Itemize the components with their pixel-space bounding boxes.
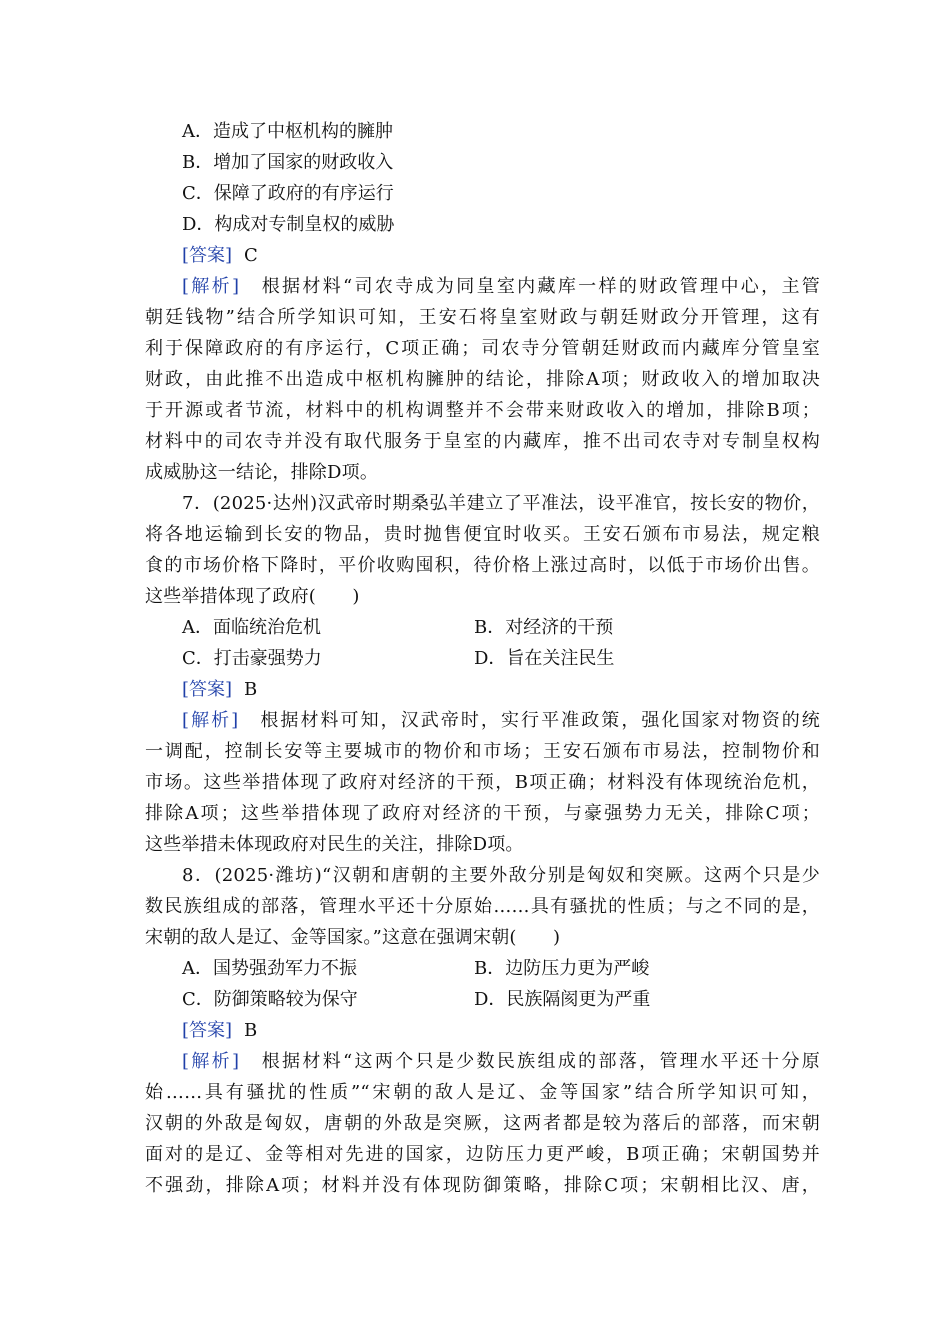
stem-line: 这些举措体现了政府( ) (145, 586, 360, 607)
stem-line: 8．(2025·潍坊)“汉朝和唐朝的主要外敌分别是匈奴和突厥。这两个只是少 (182, 865, 820, 886)
analysis-line: 财政，由此推不出造成中枢机构臃肿的结论，排除A项；财政收入的增加取决 (145, 369, 820, 390)
analysis-line: 材料中的司农寺并没有取代服务于皇室的内藏库，推不出司农寺对专制皇权构 (145, 431, 820, 452)
analysis-line: 一调配，控制长安等主要城市的物价和市场；王安石颁布市易法，控制物价和 (145, 741, 820, 762)
analysis-text: 根据材料可知，汉武帝时，实行平准政策，强化国家对物资的统 (260, 710, 820, 731)
answer-tag: [答案] (182, 679, 233, 700)
analysis-line: 不强劲，排除A项；材料并没有体现防御策略，排除C项；宋朝相比汉、唐， (145, 1175, 820, 1196)
analysis-tag: [解析] (182, 276, 240, 297)
analysis-line: 朝廷钱物”结合所学知识可知，王安石将皇室财政与朝廷财政分开管理，这有 (145, 307, 820, 328)
analysis-line: 这些举措未体现政府对民生的关注，排除D项。 (145, 834, 524, 855)
q7-stem (145, 488, 820, 612)
analysis-text: 根据材料“司农寺成为同皇室内藏库一样的财政管理中心，主管 (261, 276, 820, 297)
document-page (145, 116, 820, 1201)
stem-line: 数民族组成的部落，管理水平还十分原始……具有骚扰的性质；与之不同的是， (145, 896, 820, 917)
q8-answer (145, 1015, 820, 1046)
q7-option-b: B．对经济的干预 (474, 617, 614, 638)
q8-option-c: C．防御策略较为保守 (182, 989, 358, 1010)
q7-answer (145, 674, 820, 705)
q7-options-row-2 (145, 643, 820, 674)
analysis-line: 汉朝的外敌是匈奴，唐朝的外敌是突厥，这两者都是较为落后的部落，而宋朝 (145, 1113, 820, 1134)
q6-option-b: B．增加了国家的财政收入 (182, 152, 394, 173)
q6-option-c: C．保障了政府的有序运行 (182, 183, 394, 204)
analysis-tag: [解析] (182, 710, 239, 731)
stem-line: 宋朝的敌人是辽、金等国家。”这意在强调宋朝( ) (145, 927, 561, 948)
answer-value: B (244, 679, 258, 700)
q7-option-a: A．面临统治危机 (182, 617, 321, 638)
analysis-tag: [解析] (182, 1051, 240, 1072)
q6-answer (145, 240, 820, 271)
analysis-line: 排除A项；这些举措体现了政府对经济的干预，与豪强势力无关，排除C项； (145, 803, 820, 824)
answer-value: C (244, 245, 258, 266)
stem-line: 食的市场价格下降时，平价收购囤积，待价格上涨过高时，以低于市场价出售。 (145, 555, 820, 576)
analysis-line (145, 271, 820, 302)
q8-options-row-1 (145, 953, 820, 984)
q6-option-d: D．构成对专制皇权的威胁 (182, 214, 395, 235)
analysis-line: 成威胁这一结论，排除D项。 (145, 462, 379, 483)
q7-options-row-1 (145, 612, 820, 643)
answer-tag: [答案] (182, 245, 233, 266)
q7-option-d: D．旨在关注民生 (474, 648, 615, 669)
q6-analysis (145, 271, 820, 488)
analysis-line (145, 1046, 820, 1077)
q8-analysis (145, 1046, 820, 1201)
q8-option-b: B．边防压力更为严峻 (474, 958, 650, 979)
analysis-line: 面对的是辽、金等相对先进的国家，边防压力更严峻，B项正确；宋朝国势并 (145, 1144, 820, 1165)
analysis-line: 于开源或者节流，材料中的机构调整并不会带来财政收入的增加，排除B项； (145, 400, 820, 421)
answer-tag: [答案] (182, 1020, 233, 1041)
q6-option-a: A．造成了中枢机构的臃肿 (182, 121, 393, 142)
q8-option-a: A．国势强劲军力不振 (182, 958, 357, 979)
analysis-line: 市场。这些举措体现了政府对经济的干预，B项正确；材料没有体现统治危机， (145, 772, 820, 793)
stem-line: 将各地运输到长安的物品，贵时抛售便宜时收买。王安石颁布市易法，规定粮 (145, 524, 820, 545)
q7-analysis (145, 705, 820, 860)
stem-line: 7．(2025·达州)汉武帝时期桑弘羊建立了平准法，设平准官，按长安的物价， (182, 493, 820, 514)
q7-option-c: C．打击豪强势力 (182, 648, 322, 669)
q8-options-row-2 (145, 984, 820, 1015)
answer-value: B (244, 1020, 258, 1041)
q8-option-d: D．民族隔阂更为严重 (474, 989, 651, 1010)
analysis-text: 根据材料“这两个只是少数民族组成的部落，管理水平还十分原 (261, 1051, 820, 1072)
analysis-line: 始……具有骚扰的性质”“宋朝的敌人是辽、金等国家”结合所学知识可知， (145, 1082, 820, 1103)
q8-stem (145, 860, 820, 953)
analysis-line (145, 705, 820, 736)
analysis-line: 利于保障政府的有序运行，C项正确；司农寺分管朝廷财政而内藏库分管皇室 (145, 338, 820, 359)
